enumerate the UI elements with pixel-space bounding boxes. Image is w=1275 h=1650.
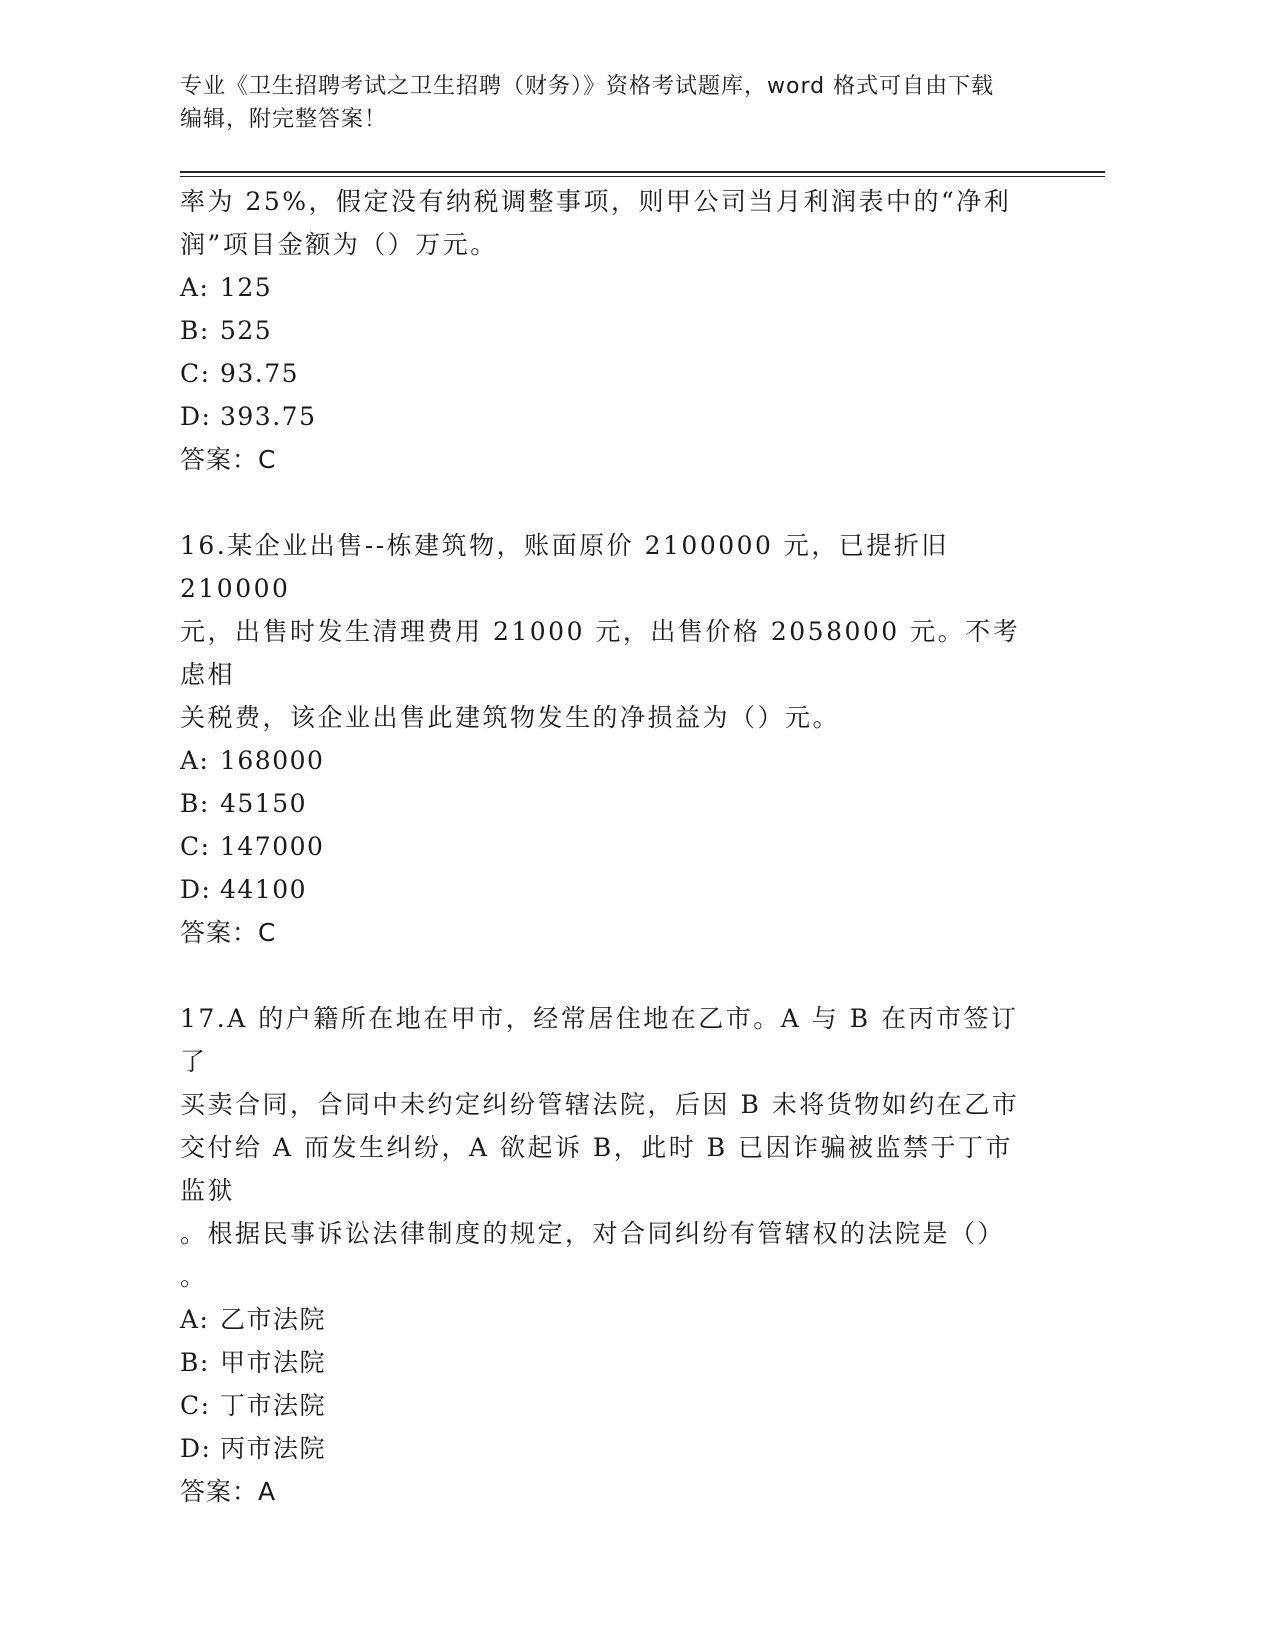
question-text-line: 。 bbox=[180, 1262, 208, 1291]
option-label: A: bbox=[180, 273, 210, 302]
option-text: 甲市法院 bbox=[220, 1348, 327, 1377]
option-text: 丁市法院 bbox=[220, 1391, 327, 1420]
option-label: A: bbox=[180, 1305, 210, 1334]
option-text: 丙市法院 bbox=[220, 1434, 327, 1463]
answer-text: 答案：C bbox=[180, 918, 277, 947]
option-label: D: bbox=[180, 875, 212, 904]
question-16 bbox=[180, 524, 1040, 954]
option-c bbox=[180, 352, 1040, 395]
option-text: 44100 bbox=[220, 875, 308, 904]
option-b bbox=[180, 309, 1040, 352]
option-label: A: bbox=[180, 746, 210, 775]
question-text-line: 率为 25%，假定没有纳税调整事项，则甲公司当月利润表中的“净利 bbox=[180, 187, 1012, 216]
option-label: B: bbox=[180, 316, 210, 345]
option-label: B: bbox=[180, 789, 210, 818]
question-17 bbox=[180, 997, 1040, 1513]
option-d bbox=[180, 868, 1040, 911]
question-text-line: 16.某企业出售--栋建筑物，账面原价 2100000 元，已提折旧 210000 bbox=[180, 531, 949, 603]
spacer bbox=[180, 954, 1040, 997]
option-text: 93.75 bbox=[220, 359, 300, 388]
option-c bbox=[180, 1384, 1040, 1427]
question-text-line: 元，出售时发生清理费用 21000 元，出售价格 2058000 元。不考虑相 bbox=[180, 617, 1021, 689]
header-line-1: 专业《卫生招聘考试之卫生招聘（财务）》资格考试题库，word 格式可自由下载 bbox=[180, 74, 995, 99]
option-label: D: bbox=[180, 402, 212, 431]
question-text-line: 。根据民事诉讼法律制度的规定，对合同纠纷有管辖权的法院是（） bbox=[180, 1219, 1006, 1248]
option-text: 125 bbox=[220, 273, 273, 302]
answer-text: 答案：C bbox=[180, 445, 277, 474]
answer-text: 答案：A bbox=[180, 1477, 277, 1506]
option-a bbox=[180, 739, 1040, 782]
document-header bbox=[180, 70, 1050, 136]
option-text: 168000 bbox=[220, 746, 325, 775]
option-text: 525 bbox=[220, 316, 273, 345]
option-label: C: bbox=[180, 1391, 211, 1420]
question-text-line: 关税费，该企业出售此建筑物发生的净损益为（）元。 bbox=[180, 703, 841, 732]
option-text: 乙市法院 bbox=[220, 1305, 327, 1334]
question-text-line: 交付给 A 而发生纠纷，A 欲起诉 B，此时 B 已因诈骗被监禁于丁市监狱 bbox=[180, 1133, 1014, 1205]
option-d bbox=[180, 1427, 1040, 1470]
option-label: C: bbox=[180, 359, 211, 388]
option-a bbox=[180, 266, 1040, 309]
header-divider-thin bbox=[180, 176, 1105, 177]
option-label: B: bbox=[180, 1348, 210, 1377]
option-b bbox=[180, 782, 1040, 825]
option-a bbox=[180, 1298, 1040, 1341]
header-divider-thick bbox=[180, 171, 1105, 173]
document-body bbox=[180, 180, 1040, 1513]
option-text: 393.75 bbox=[220, 402, 317, 431]
option-b bbox=[180, 1341, 1040, 1384]
option-d bbox=[180, 395, 1040, 438]
header-line-2: 编辑，附完整答案！ bbox=[180, 107, 388, 132]
question-text-line: 买卖合同，合同中未约定纠纷管辖法院，后因 B 未将货物如约在乙市 bbox=[180, 1090, 1020, 1119]
question-15 bbox=[180, 180, 1040, 481]
option-label: D: bbox=[180, 1434, 212, 1463]
option-text: 147000 bbox=[220, 832, 325, 861]
spacer bbox=[180, 481, 1040, 524]
question-text-line: 17.A 的户籍所在地在甲市，经常居住地在乙市。A 与 B 在丙市签订了 bbox=[180, 1004, 1019, 1076]
option-c bbox=[180, 825, 1040, 868]
question-text-line: 润”项目金额为（）万元。 bbox=[180, 230, 498, 259]
option-text: 45150 bbox=[220, 789, 308, 818]
option-label: C: bbox=[180, 832, 211, 861]
